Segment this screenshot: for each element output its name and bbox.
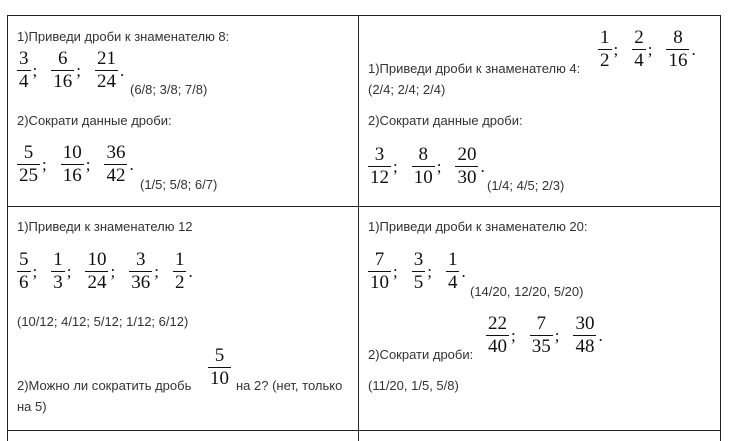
fraction-numerator: 6	[57, 48, 68, 69]
fraction	[455, 145, 478, 188]
fraction-numerator: 36	[106, 142, 126, 163]
fraction-numerator: 5	[23, 142, 34, 163]
fraction	[486, 314, 509, 357]
task-text: 1)Приведи дроби к знаменателю 4:	[368, 61, 581, 76]
task-text: 1)Приведи дроби к знаменателю 8:	[17, 29, 230, 44]
fraction-numerator: 3	[135, 249, 146, 270]
fraction-separator: ;	[32, 261, 38, 281]
fraction-separator: .	[461, 261, 466, 281]
fraction-row	[17, 49, 130, 92]
fraction-denominator: 30	[457, 167, 477, 188]
fraction-denominator: 25	[19, 165, 38, 186]
fraction-denominator: 40	[488, 336, 507, 357]
fraction	[666, 28, 689, 71]
fraction-denominator: 35	[531, 336, 551, 357]
fraction-separator: .	[598, 325, 603, 345]
fraction-denominator: 2	[600, 50, 610, 71]
fraction-numerator: 22	[488, 313, 507, 334]
fraction-numerator: 10	[62, 142, 82, 163]
fraction	[598, 28, 612, 71]
fraction-numerator: 1	[600, 27, 610, 48]
fraction	[17, 49, 31, 92]
task-text: 2)Сократи данные дроби:	[17, 113, 172, 128]
fraction-separator: ;	[85, 154, 91, 174]
fraction	[368, 145, 391, 188]
fraction-separator: ;	[76, 60, 81, 80]
fraction-separator: ;	[110, 261, 116, 281]
fraction-numerator: 1	[53, 249, 63, 270]
fraction-denominator: 36	[131, 272, 151, 293]
fraction	[368, 250, 391, 293]
fraction	[632, 28, 646, 71]
table-border-right	[720, 15, 721, 441]
fraction-separator: .	[119, 60, 125, 80]
fraction-denominator: 16	[53, 71, 73, 92]
fraction-denominator: 4	[19, 71, 29, 92]
answer-text: (11/20, 1/5, 5/8)	[368, 378, 459, 393]
fraction-separator: ;	[66, 261, 72, 281]
fraction-denominator: 3	[53, 272, 63, 293]
fraction-denominator: 10	[413, 167, 433, 188]
fraction-separator: ;	[554, 325, 560, 345]
table-border-top	[7, 15, 721, 16]
fraction-denominator: 4	[447, 272, 458, 293]
table-border-middle	[7, 206, 721, 207]
fraction-numerator: 2	[634, 27, 644, 48]
fraction-separator: ;	[427, 261, 432, 281]
fraction-separator: ;	[32, 60, 38, 80]
fraction-denominator: 10	[210, 368, 229, 389]
fraction	[95, 49, 118, 92]
answer-text: (1/4; 4/5; 2/3)	[487, 178, 565, 193]
table-border-bottom	[7, 430, 721, 431]
fraction	[61, 143, 84, 186]
fraction-numerator: 7	[374, 249, 385, 270]
fraction-denominator: 16	[668, 50, 688, 71]
fraction-numerator: 3	[413, 249, 424, 270]
fraction-row	[17, 250, 199, 293]
fraction	[51, 250, 65, 293]
answer-text: (6/8; 3/8; 7/8)	[130, 82, 208, 97]
fraction-row	[368, 250, 472, 293]
task-text: 1)Приведи дроби к знаменателю 20:	[368, 219, 588, 234]
fraction-denominator: 12	[370, 167, 389, 188]
fraction	[173, 250, 187, 293]
fraction	[129, 250, 152, 293]
fraction-separator: ;	[154, 261, 159, 281]
table-border-left	[7, 15, 8, 441]
fraction	[573, 314, 596, 357]
fraction-separator: ;	[613, 39, 619, 59]
fraction	[17, 250, 31, 293]
fraction-row	[17, 143, 140, 186]
fraction-denominator: 2	[174, 272, 185, 293]
fraction-separator: .	[691, 39, 696, 59]
fraction-row	[598, 28, 702, 71]
task-text: 2)Сократи данные дроби:	[368, 113, 523, 128]
fraction	[85, 250, 108, 293]
fraction-denominator: 42	[106, 165, 126, 186]
fraction	[17, 143, 40, 186]
fraction	[51, 49, 74, 92]
fraction-numerator: 30	[575, 313, 595, 334]
fraction-denominator: 24	[96, 71, 116, 92]
fraction-denominator: 5	[413, 272, 424, 293]
table-border-center	[358, 15, 359, 441]
answer-text: (2/4; 2/4; 2/4)	[368, 82, 446, 97]
fraction-denominator: 48	[575, 336, 595, 357]
fraction-numerator: 20	[457, 144, 477, 165]
fraction-separator: ;	[647, 39, 653, 59]
fraction-separator: ;	[393, 156, 398, 176]
fraction-row	[368, 145, 491, 188]
fraction-row	[486, 314, 609, 357]
fraction-numerator: 8	[673, 27, 683, 48]
task-text: 1)Приведи к знаменателю 12	[17, 219, 193, 234]
fraction-numerator: 1	[174, 249, 185, 270]
fraction-denominator: 4	[634, 50, 644, 71]
fraction-numerator: 5	[214, 345, 225, 366]
fraction-separator: .	[129, 154, 134, 174]
fraction	[412, 145, 435, 188]
answer-text: (10/12; 4/12; 5/12; 1/12; 6/12)	[17, 314, 189, 329]
fraction	[104, 143, 127, 186]
fraction	[208, 346, 231, 389]
fraction-numerator: 21	[96, 48, 116, 69]
answer-text: (1/5; 5/8; 6/7)	[140, 177, 218, 192]
fraction-denominator: 10	[370, 272, 389, 293]
answer-text: (14/20, 12/20, 5/20)	[470, 284, 584, 299]
fraction-separator: .	[480, 156, 485, 176]
fraction-separator: ;	[511, 325, 516, 345]
fraction-denominator: 24	[87, 272, 107, 293]
fraction-numerator: 8	[418, 144, 428, 165]
fraction-separator: ;	[42, 154, 47, 174]
task-text: на 2? (нет, только	[236, 378, 343, 393]
fraction	[530, 314, 553, 357]
fraction	[446, 250, 460, 293]
task-text: 2)Можно ли сократить дробь	[17, 378, 192, 393]
fraction-separator: .	[188, 261, 193, 281]
fraction-numerator: 5	[19, 249, 29, 270]
fraction-separator: ;	[393, 261, 398, 281]
fraction	[412, 250, 426, 293]
fraction-numerator: 10	[87, 249, 107, 270]
fraction-numerator: 3	[19, 48, 29, 69]
fraction-numerator: 3	[374, 144, 385, 165]
fraction-separator: ;	[436, 156, 442, 176]
fraction-single	[208, 346, 231, 389]
fraction-denominator: 16	[62, 165, 82, 186]
fraction-numerator: 7	[536, 313, 546, 334]
fraction-numerator: 1	[447, 249, 458, 270]
task-text: 2)Сократи дроби:	[368, 347, 474, 362]
task-text: на 5)	[17, 399, 47, 414]
fraction-denominator: 6	[19, 272, 29, 293]
